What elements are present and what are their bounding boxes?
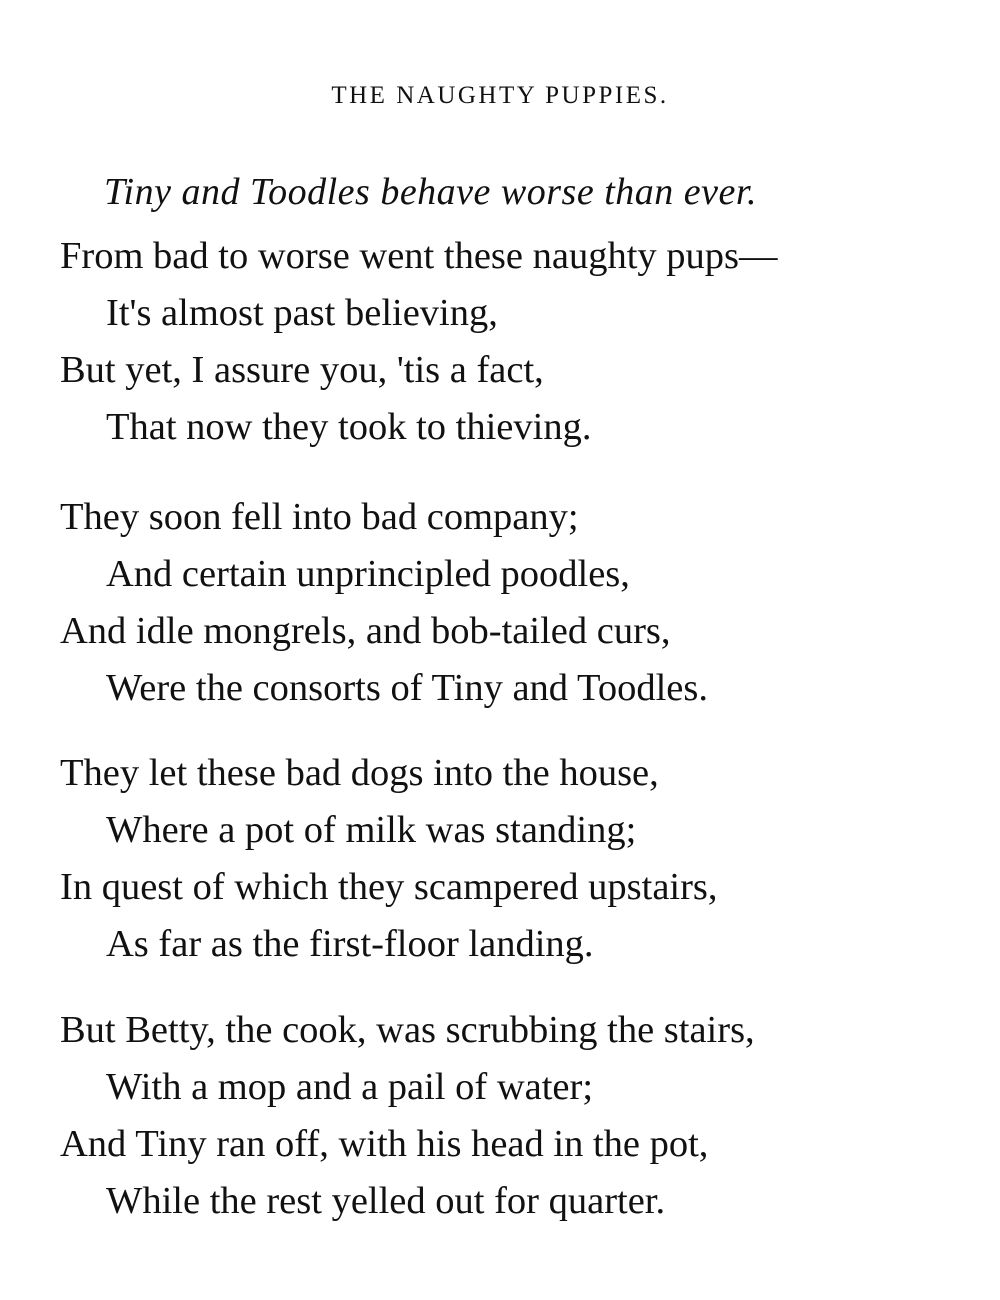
verse-line: That now they took to thieving. — [106, 406, 592, 448]
stanza-3 — [60, 745, 980, 973]
verse-line: And Tiny ran off, with his head in the pot, — [60, 1123, 709, 1165]
verse-line: They soon fell into bad company; — [60, 496, 579, 538]
verse-line: In quest of which they scampered upstairs, — [60, 866, 718, 908]
verse-line: Were the consorts of Tiny and Toodles. — [106, 667, 708, 709]
verse-line: With a mop and a pail of water; — [106, 1066, 594, 1108]
poem-subtitle: Tiny and Toodles behave worse than ever. — [104, 171, 757, 213]
stanza-1 — [60, 228, 980, 456]
stanza-2 — [60, 489, 980, 717]
verse-line: It's almost past believing, — [106, 292, 498, 334]
verse-line: As far as the first-floor landing. — [106, 923, 594, 965]
verse-line: From bad to worse went these naughty pups— — [60, 235, 778, 277]
verse-line: While the rest yelled out for quarter. — [106, 1180, 666, 1222]
verse-line: And idle mongrels, and bob-tailed curs, — [60, 610, 671, 652]
verse-line: And certain unprincipled poodles, — [106, 553, 630, 595]
stanza-4 — [60, 1002, 980, 1230]
verse-line: They let these bad dogs into the house, — [60, 752, 659, 794]
verse-line: But yet, I assure you, 'tis a fact, — [60, 349, 544, 391]
verse-line: Where a pot of milk was standing; — [106, 809, 637, 851]
poem-title: THE NAUGHTY PUPPIES. — [331, 82, 669, 109]
verse-line: But Betty, the cook, was scrubbing the stairs, — [60, 1009, 755, 1051]
